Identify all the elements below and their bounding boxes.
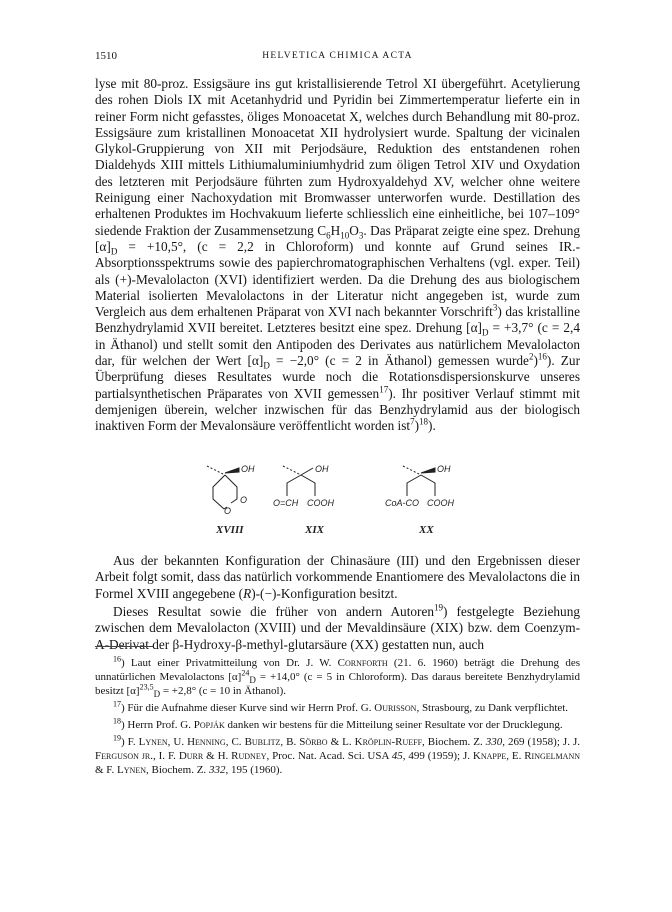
xx-cooh-label: COOH: [427, 498, 454, 508]
footnote-19: $^{19}$) F. Lynen, U. Henning, C. Bublitz, B. Sörbo & L. Kröplin-Rueff, Biochem. Z. 330, 269 (1958); J. J. Ferguson jr., I. F. Durr & H. Rudney, Proc. Nat. Acad. Sci. USA 45, 499 (1959); J. Knappe, E. Ringelmann & F. Lynen, Biochem. Z. 332, 195 (1960).: [95, 733, 580, 776]
page-number: 1510: [95, 50, 117, 62]
xix-oh-label: OH: [315, 464, 329, 474]
compound-label-xix: XIX: [305, 524, 324, 536]
xx-coa-label: CoA-CO: [385, 498, 420, 508]
body-paragraph-1: lyse mit 80-proz. Essigsäure ins gut kristallisierende Tetrol XI übergeführt. Acetylierung des rohen Diols IX mit Acetanhydrid und Pyridin bei Zimmertemperatur lieferte ein in reiner Form nicht gefasstes, öliges Monoacetat X, welches durch Behandlung mit 80-proz. Essigsäure zum kristallinen Monoacetat XII hydrolysiert wurde. Spaltung der vicinalen Glykol-Gruppierung von XII mit Perjodsäure, Reduktion des entstandenen rohen Dialdehyds XIII mittels Lithiumaluminiumhydrid zum öligen Tetrol XIV und Oxydation des letzteren mit Perjodsäure führten zum Hydroxyaldehyd XV, welcher ohne weitere Reinigung einer Nachoxydation mit Bromwasser unterworfen wurde. Destillation des erhaltenen Produktes im Hochvakuum lieferte schliesslich eine einheitliche, bei 107–109° siedende Fraktion der Zusammensetzung $C_6H_{10}O_3$. Das Präparat zeigte eine spez. Drehung $[\alpha]_D = +10,5^\circ$, (c = 2,2 in Chloroform) und konnte auf Grund seines IR.-Absorptionsspektrums sowie des papierchromatographischen Verhaltens (vgl. exper. Teil) als (+)-Mevalolacton (XVI) identifiziert werden. Da die Drehung des aus biologischem Material isolierten Mevalolactons in der Literatur nicht angegeben ist, wurde zum Vergleich aus dem erhaltenen Präparat von XVI nach bekannter Vorschrift$^3$) das kristalline Benzhydrylamid XVII bereitet. Letzteres besitzt eine spez. Drehung $[\alpha]_D = +3,7^\circ$ (c = 2,4 in Äthanol) und stellt somit den Antipoden des Derivates aus natürlichem Mevalolacton dar, für welchen der Wert $[\alpha]_D = -2,0^\circ$ (c = 2 in Äthanol) gemessen wurde$^2$)$^{16}$). Zur Überprüfung dieses Resultates wurde noch die Rotationsdispersionskurve unseres partialsynthetischen Präparates von XVII gemessen$^{17}$). Ihr positiver Verlauf stimmt mit demjenigen überein, welcher inzwischen für das Benzhydrylamid aus der biologisch inaktiven Form der Mevalonsäure veröffentlicht worden ist$^7$)$^{18}$).: [95, 76, 580, 434]
xviii-oh-label: OH: [241, 464, 255, 474]
xviii-carbonyl-oxygen-label: O: [240, 495, 248, 505]
xix-cooh-label: COOH: [307, 498, 334, 508]
footnote-divider: [95, 646, 153, 647]
xviii-ring-oxygen-label: O: [224, 506, 232, 516]
body-paragraph-3: Dieses Resultat sowie die früher von andern Autoren$^{19}$) festgelegte Beziehung zwischen dem Mevalolacton (XVIII) und der Mevaldinsäure (XIX) bzw. dem Coenzym-A-Derivat der β-Hydroxy-β-methyl-glutarsäure (XX) gestatten nun, auch: [95, 602, 580, 652]
page-header: [95, 50, 580, 66]
compound-label-xx: XX: [419, 524, 434, 536]
xix-aldehyde-label: O=CH: [273, 498, 299, 508]
journal-title: HELVETICA CHIMICA ACTA: [262, 51, 413, 61]
footnote-16: $^{16}$) Laut einer Privatmitteilung von Dr. J. W. Cornforth (21. 6. 1960) beträgt die Drehung des unnatürlichen Mevalolactons $[\alpha]^{24}_D = +14,0^\circ$ (c = 5 in Chloroform). Das daraus bereitete Benzhydrylamid besitzt $[\alpha]^{23,5}_D = +2,8^\circ$ (c = 10 in Äthanol).: [95, 654, 580, 700]
footnote-18: $^{18}$) Herrn Prof. G. Popják danken wir bestens für die Mitteilung seiner Resultate vor der Drucklegung.: [113, 716, 563, 731]
compound-label-xviii: XVIII: [216, 524, 244, 536]
body-paragraph-2: Aus der bekannten Konfiguration der Chinasäure (III) und den Ergebnissen dieser Arbeit folgt somit, dass das natürlich vorkommende Enantiomere des Mevalolactons die in Formel XVIII angegebene (R)-(−)-Konfiguration besitzt.: [95, 553, 580, 601]
footnotes: [95, 656, 580, 780]
footnote-17: $^{17}$) Für die Aufnahme dieser Kurve sind wir Herrn Prof. G. Ourisson, Strasbourg, zu Dank verpflichtet.: [113, 699, 569, 714]
structural-formulas: [195, 463, 495, 558]
xx-oh-label: OH: [437, 464, 451, 474]
